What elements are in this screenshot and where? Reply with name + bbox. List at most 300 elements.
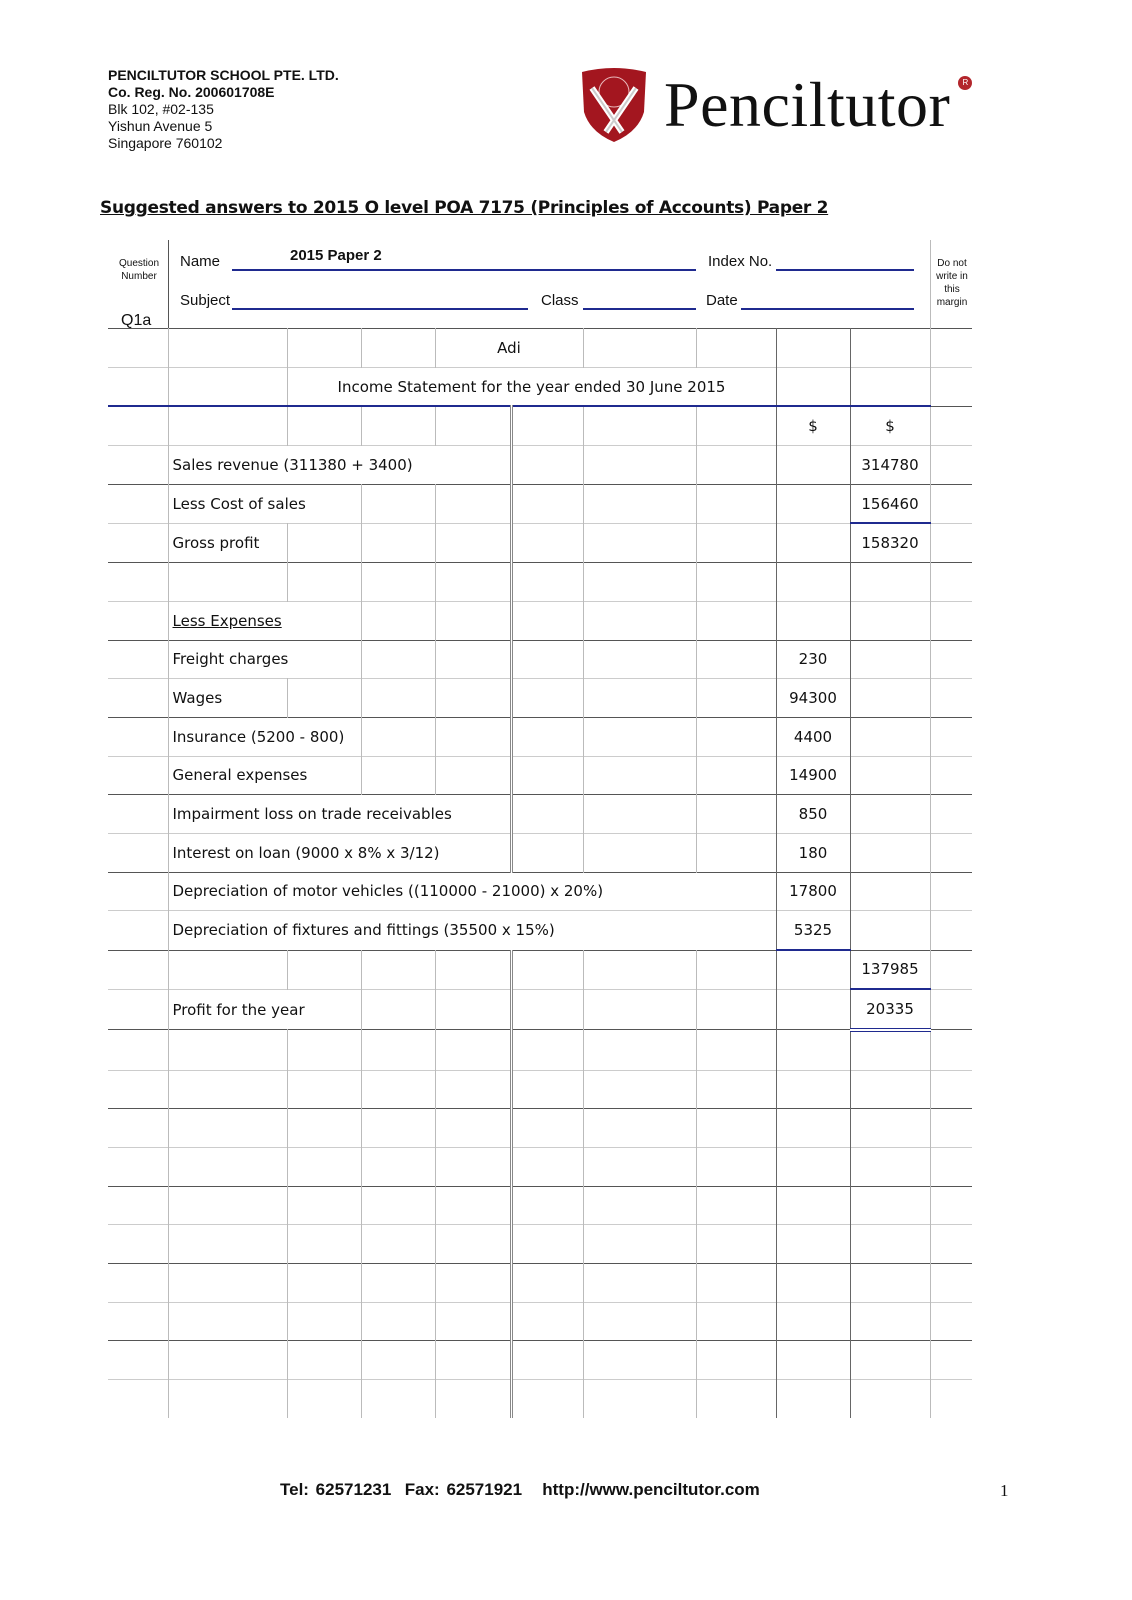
- grid-cell: [361, 563, 435, 602]
- grid-cell: [168, 1030, 287, 1070]
- grid-cell: [583, 484, 696, 523]
- grid-cell: [108, 756, 168, 795]
- grid-cell: [168, 1302, 287, 1341]
- grid-cell: [776, 1070, 850, 1109]
- grid-cell: [776, 601, 850, 640]
- table-row: [108, 1186, 972, 1225]
- grid-cell: [930, 1341, 972, 1380]
- table-row: [108, 911, 972, 950]
- grid-cell: [696, 833, 776, 872]
- grid-cell: [696, 523, 776, 562]
- grid-cell: [776, 329, 850, 368]
- grid-cell: [930, 1302, 972, 1341]
- currency-header: $: [776, 406, 850, 445]
- grid-cell: [930, 872, 972, 911]
- line-item-label: Less Cost of sales: [168, 484, 361, 523]
- grid-cell: [168, 406, 287, 445]
- grid-cell: [361, 989, 435, 1030]
- grid-cell: [435, 679, 511, 718]
- page-number: 1: [1000, 1481, 1009, 1500]
- table-row: [108, 1302, 972, 1341]
- grid-cell: [850, 872, 930, 911]
- table-row: [108, 563, 972, 602]
- grid-cell: [583, 1302, 696, 1341]
- name-value: 2015 Paper 2: [290, 247, 382, 264]
- grid-cell: [168, 1147, 287, 1186]
- table-row: [108, 367, 972, 406]
- registered-mark: R: [958, 76, 972, 90]
- grid-cell: [511, 640, 583, 679]
- grid-cell: [776, 1109, 850, 1148]
- grid-cell: [108, 367, 168, 406]
- grid-cell: [696, 1070, 776, 1109]
- grid-cell: [435, 523, 511, 562]
- grid-cell: [511, 406, 583, 445]
- line-item-label: Impairment loss on trade receivables: [168, 795, 511, 834]
- grid-cell: [287, 1380, 361, 1418]
- grid-cell: [435, 1030, 511, 1070]
- amount-cell: 5325: [776, 911, 850, 950]
- grid-cell: [776, 1186, 850, 1225]
- grid-cell: [511, 1380, 583, 1418]
- class-field[interactable]: [583, 308, 696, 310]
- statement-heading: Income Statement for the year ended 30 June 2015: [287, 367, 776, 406]
- grid-cell: [583, 717, 696, 756]
- line-item-label: Profit for the year: [168, 989, 361, 1030]
- table-row: [108, 872, 972, 911]
- grid-cell: [850, 833, 930, 872]
- grid-cell: [435, 717, 511, 756]
- grid-cell: [361, 406, 435, 445]
- grid-cell: [696, 640, 776, 679]
- penciltutor-logo: [578, 66, 969, 144]
- grid-cell: [287, 329, 361, 368]
- income-statement-grid: [108, 328, 972, 1418]
- grid-cell: [168, 1186, 287, 1225]
- table-row: [108, 640, 972, 679]
- grid-cell: [435, 640, 511, 679]
- table-row: [108, 601, 972, 640]
- grid-cell: [108, 1147, 168, 1186]
- grid-cell: [287, 563, 361, 602]
- grid-cell: [511, 1030, 583, 1070]
- grid-cell: [511, 679, 583, 718]
- name-field[interactable]: [232, 269, 696, 271]
- grid-cell: [930, 1186, 972, 1225]
- table-row: [108, 1341, 972, 1380]
- grid-cell: [435, 601, 511, 640]
- grid-cell: [930, 833, 972, 872]
- page-title: Suggested answers to 2015 O level POA 7175 (Principles of Accounts) Paper 2: [100, 198, 829, 218]
- grid-cell: [108, 717, 168, 756]
- grid-cell: [168, 1070, 287, 1109]
- grid-cell: [287, 1302, 361, 1341]
- grid-cell: [287, 1147, 361, 1186]
- grid-cell: [511, 795, 583, 834]
- line-item-label: Wages: [168, 679, 287, 718]
- question-number-label: Question Number: [118, 258, 160, 282]
- company-reg: Co. Reg. No. 200601708E: [108, 84, 275, 100]
- address-line: Yishun Avenue 5: [108, 118, 213, 134]
- grid-cell: [108, 484, 168, 523]
- grid-cell: [287, 1070, 361, 1109]
- grid-cell: [435, 1109, 511, 1148]
- grid-cell: [850, 640, 930, 679]
- grid-cell: [930, 329, 972, 368]
- grid-cell: [696, 406, 776, 445]
- grid-cell: [776, 1302, 850, 1341]
- grid-cell: [435, 1341, 511, 1380]
- table-row: [108, 446, 972, 485]
- table-row: [108, 795, 972, 834]
- table-row: [108, 950, 972, 989]
- grid-cell: [930, 1225, 972, 1264]
- table-row: [108, 329, 972, 368]
- grid-cell: [696, 1341, 776, 1380]
- amount-cell: 230: [776, 640, 850, 679]
- grid-cell: [287, 1225, 361, 1264]
- grid-cell: [108, 679, 168, 718]
- line-item-label: Depreciation of fixtures and fittings (35500 x 15%): [168, 911, 776, 950]
- company-info: [108, 67, 339, 152]
- grid-cell: [511, 563, 583, 602]
- grid-cell: [511, 1186, 583, 1225]
- grid-cell: [511, 833, 583, 872]
- grid-cell: [583, 1341, 696, 1380]
- grid-cell: [696, 1302, 776, 1341]
- grid-cell: [361, 1225, 435, 1264]
- grid-cell: [108, 1341, 168, 1380]
- grid-cell: [850, 1030, 930, 1070]
- amount-cell: 17800: [776, 872, 850, 911]
- grid-cell: [583, 679, 696, 718]
- grid-cell: [850, 1302, 930, 1341]
- grid-cell: [361, 1109, 435, 1148]
- grid-cell: [361, 1030, 435, 1070]
- grid-cell: [583, 446, 696, 485]
- grid-cell: [361, 640, 435, 679]
- grid-cell: [435, 756, 511, 795]
- grid-cell: [361, 1070, 435, 1109]
- grid-cell: [511, 717, 583, 756]
- grid-cell: [108, 1186, 168, 1225]
- table-row: [108, 484, 972, 523]
- grid-cell: [696, 756, 776, 795]
- grid-cell: [108, 1264, 168, 1303]
- grid-cell: [850, 563, 930, 602]
- grid-cell: [930, 563, 972, 602]
- grid-cell: [361, 1380, 435, 1418]
- line-item-label: Interest on loan (9000 x 8% x 3/12): [168, 833, 511, 872]
- grid-cell: [583, 563, 696, 602]
- grid-cell: [850, 367, 930, 406]
- grid-cell: [776, 1147, 850, 1186]
- grid-cell: [108, 446, 168, 485]
- grid-cell: [511, 446, 583, 485]
- grid-cell: [435, 406, 511, 445]
- footer-contact: Tel: 62571231 Fax: 62571921 http://www.penciltutor.com: [280, 1480, 760, 1499]
- grid-cell: [776, 1341, 850, 1380]
- grid-cell: [108, 911, 168, 950]
- grid-cell: [108, 989, 168, 1030]
- amount-cell: 180: [776, 833, 850, 872]
- grid-cell: [361, 523, 435, 562]
- amount-cell: 4400: [776, 717, 850, 756]
- total-cell: 156460: [850, 484, 930, 523]
- grid-cell: [511, 1341, 583, 1380]
- grid-cell: [850, 1341, 930, 1380]
- entity-name: Adi: [435, 329, 583, 368]
- grid-cell: [435, 1186, 511, 1225]
- grid-cell: [287, 1186, 361, 1225]
- grid-cell: [850, 795, 930, 834]
- grid-cell: [850, 679, 930, 718]
- address-line: Singapore 760102: [108, 135, 223, 151]
- grid-cell: [435, 563, 511, 602]
- grid-cell: [168, 1225, 287, 1264]
- grid-cell: [930, 367, 972, 406]
- grid-cell: [696, 795, 776, 834]
- grid-cell: [583, 1264, 696, 1303]
- grid-cell: [850, 756, 930, 795]
- grid-cell: [850, 1109, 930, 1148]
- grid-cell: [776, 989, 850, 1030]
- grid-cell: [168, 367, 287, 406]
- grid-cell: [930, 601, 972, 640]
- grid-cell: [696, 1380, 776, 1418]
- grid-cell: [696, 679, 776, 718]
- grid-cell: [583, 523, 696, 562]
- grid-cell: [108, 601, 168, 640]
- table-row: [108, 1225, 972, 1264]
- grid-cell: [108, 523, 168, 562]
- grid-cell: [776, 563, 850, 602]
- grid-cell: [168, 329, 287, 368]
- grid-cell: [361, 1302, 435, 1341]
- grid-cell: [930, 484, 972, 523]
- grid-cell: [696, 446, 776, 485]
- grid-cell: [108, 406, 168, 445]
- grid-cell: [361, 329, 435, 368]
- grid-cell: [583, 950, 696, 989]
- grid-cell: [168, 1380, 287, 1418]
- grid-cell: [511, 1302, 583, 1341]
- grid-cell: [696, 1186, 776, 1225]
- grid-cell: [583, 1030, 696, 1070]
- grid-cell: [850, 329, 930, 368]
- line-item-label: Sales revenue (311380 + 3400): [168, 446, 511, 485]
- grid-cell: [511, 950, 583, 989]
- total-cell: 314780: [850, 446, 930, 485]
- grid-cell: [511, 989, 583, 1030]
- grid-cell: [361, 950, 435, 989]
- grid-cell: [850, 601, 930, 640]
- company-name: PENCILTUTOR SCHOOL PTE. LTD.: [108, 67, 339, 83]
- grid-cell: [435, 1147, 511, 1186]
- date-field[interactable]: [741, 308, 914, 310]
- grid-cell: [696, 1147, 776, 1186]
- grid-cell: [583, 756, 696, 795]
- grid-cell: [583, 1070, 696, 1109]
- grid-cell: [361, 601, 435, 640]
- grid-cell: [583, 833, 696, 872]
- grid-cell: [287, 1341, 361, 1380]
- index-field[interactable]: [776, 269, 914, 271]
- grid-cell: [583, 989, 696, 1030]
- table-row: [108, 756, 972, 795]
- grid-cell: [696, 1109, 776, 1148]
- grid-cell: [435, 1070, 511, 1109]
- grid-cell: [930, 1030, 972, 1070]
- grid-cell: [168, 563, 287, 602]
- grid-cell: [108, 1109, 168, 1148]
- grid-cell: [511, 484, 583, 523]
- grid-cell: [930, 1147, 972, 1186]
- table-row: [108, 833, 972, 872]
- table-row: [108, 1070, 972, 1109]
- grid-cell: [108, 950, 168, 989]
- table-row: [108, 1109, 972, 1148]
- grid-cell: [696, 563, 776, 602]
- grid-cell: [287, 1109, 361, 1148]
- table-row: [108, 1264, 972, 1303]
- grid-cell: [435, 1225, 511, 1264]
- grid-cell: [930, 717, 972, 756]
- grid-cell: [930, 1109, 972, 1148]
- grid-cell: [930, 523, 972, 562]
- grid-cell: [776, 1225, 850, 1264]
- grid-cell: [435, 950, 511, 989]
- table-row: [108, 1147, 972, 1186]
- line-item-label: General expenses: [168, 756, 361, 795]
- total-cell: 158320: [850, 523, 930, 562]
- grid-cell: [287, 950, 361, 989]
- grid-cell: [361, 756, 435, 795]
- grid-cell: [361, 1341, 435, 1380]
- grid-cell: [361, 1147, 435, 1186]
- grid-cell: [776, 367, 850, 406]
- grid-cell: [850, 1147, 930, 1186]
- grid-cell: [435, 1380, 511, 1418]
- grid-cell: [696, 989, 776, 1030]
- grid-cell: [108, 1225, 168, 1264]
- grid-cell: [511, 1109, 583, 1148]
- grid-cell: [696, 717, 776, 756]
- amount-cell: 850: [776, 795, 850, 834]
- grid-cell: [930, 1070, 972, 1109]
- grid-cell: [583, 1186, 696, 1225]
- grid-cell: [287, 523, 361, 562]
- grid-cell: [930, 1380, 972, 1418]
- grid-cell: [168, 1341, 287, 1380]
- subject-field[interactable]: [232, 308, 528, 310]
- grid-cell: [850, 1380, 930, 1418]
- grid-cell: [850, 1070, 930, 1109]
- question-id: Q1a: [121, 312, 152, 329]
- grid-cell: [776, 1380, 850, 1418]
- grid-cell: [776, 446, 850, 485]
- grid-cell: [696, 484, 776, 523]
- grid-cell: [850, 717, 930, 756]
- grid-cell: [583, 329, 696, 368]
- grid-cell: [696, 1264, 776, 1303]
- grid-cell: [583, 1225, 696, 1264]
- grid-cell: [361, 717, 435, 756]
- grid-cell: [435, 1264, 511, 1303]
- grid-cell: [435, 484, 511, 523]
- grid-cell: [168, 1109, 287, 1148]
- grid-cell: [511, 1147, 583, 1186]
- index-label: Index No.: [708, 253, 773, 270]
- grid-cell: [108, 872, 168, 911]
- divider: [168, 240, 169, 328]
- table-row: [108, 1380, 972, 1418]
- grid-cell: [511, 601, 583, 640]
- brand-name: Penciltutor: [664, 69, 951, 140]
- grid-cell: [511, 1225, 583, 1264]
- grid-cell: [287, 1264, 361, 1303]
- table-row: [108, 406, 972, 445]
- amount-cell: 14900: [776, 756, 850, 795]
- grid-cell: [511, 1264, 583, 1303]
- grid-cell: [776, 484, 850, 523]
- grid-cell: [850, 911, 930, 950]
- grid-cell: [435, 989, 511, 1030]
- grid-cell: [776, 1030, 850, 1070]
- grid-cell: [930, 756, 972, 795]
- grid-cell: [583, 1380, 696, 1418]
- grid-cell: [108, 1380, 168, 1418]
- grid-cell: [108, 563, 168, 602]
- grid-cell: [583, 406, 696, 445]
- grid-cell: [361, 1186, 435, 1225]
- table-row: [108, 523, 972, 562]
- table-row: [108, 679, 972, 718]
- grid-cell: [361, 679, 435, 718]
- grid-cell: [287, 406, 361, 445]
- grid-cell: [850, 1264, 930, 1303]
- grid-cell: [930, 911, 972, 950]
- grid-cell: [930, 795, 972, 834]
- margin-note: Do not write in this margin: [936, 258, 968, 308]
- grid-cell: [108, 795, 168, 834]
- grid-cell: [930, 679, 972, 718]
- grid-cell: [168, 950, 287, 989]
- grid-cell: [108, 1030, 168, 1070]
- grid-cell: [511, 1070, 583, 1109]
- line-item-label: Freight charges: [168, 640, 361, 679]
- grid-cell: [930, 950, 972, 989]
- total-cell: 20335: [850, 989, 930, 1030]
- grid-cell: [850, 1186, 930, 1225]
- grid-cell: [361, 484, 435, 523]
- address-line: Blk 102, #02-135: [108, 101, 214, 117]
- grid-cell: [850, 1225, 930, 1264]
- grid-cell: [511, 756, 583, 795]
- date-label: Date: [706, 292, 738, 309]
- class-label: Class: [541, 292, 579, 309]
- grid-cell: [583, 1147, 696, 1186]
- line-item-label: Less Expenses: [168, 601, 361, 640]
- amount-cell: 94300: [776, 679, 850, 718]
- line-item-label: Depreciation of motor vehicles ((110000 - 21000) x 20%): [168, 872, 776, 911]
- grid-cell: [776, 1264, 850, 1303]
- grid-cell: [696, 329, 776, 368]
- grid-cell: [583, 795, 696, 834]
- grid-cell: [696, 950, 776, 989]
- table-row: [108, 989, 972, 1030]
- grid-cell: [511, 523, 583, 562]
